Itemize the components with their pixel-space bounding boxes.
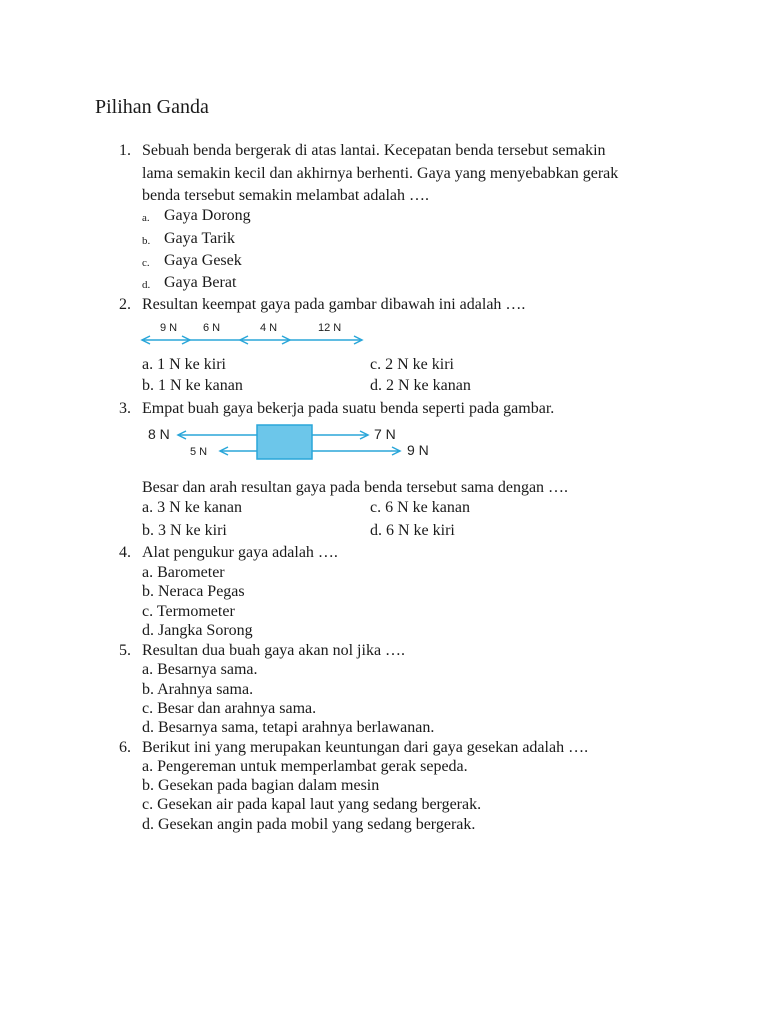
q2-option-d[interactable]: d. 2 N ke kanan [370, 377, 471, 394]
q4-option-d[interactable]: d. Jangka Sorong [142, 622, 253, 639]
object-box [257, 425, 312, 459]
q1-option-d[interactable]: Gaya Berat [164, 274, 237, 291]
question-1-line-3: benda tersebut semakin melambat adalah …. [142, 187, 430, 204]
question-6-text: Berikut ini yang merupakan keuntungan dari gaya gesekan adalah …. [142, 739, 589, 756]
q3-force-label-9n: 9 N [407, 442, 429, 458]
question-1-number: 1. [119, 142, 131, 159]
q3-force-label-8n: 8 N [148, 426, 170, 442]
q2-force-label-1: 9 N [160, 322, 178, 334]
question-3-prompt: Besar dan arah resultan gaya pada benda tersebut sama dengan …. [142, 479, 569, 496]
q4-option-a[interactable]: a. Barometer [142, 564, 225, 581]
q5-option-b[interactable]: b. Arahnya sama. [142, 681, 254, 698]
q2-force-label-3: 4 N [260, 322, 278, 334]
q4-option-c[interactable]: c. Termometer [142, 603, 235, 620]
q3-option-d[interactable]: d. 6 N ke kiri [370, 522, 455, 539]
question-5-number: 5. [119, 642, 131, 659]
page-title: Pilihan Ganda [95, 96, 209, 118]
q6-option-d[interactable]: d. Gesekan angin pada mobil yang sedang bergerak. [142, 816, 476, 833]
question-3-number: 3. [119, 400, 131, 417]
q3-option-a[interactable]: a. 3 N ke kanan [142, 499, 242, 516]
q3-force-label-7n: 7 N [374, 426, 396, 442]
question-1-line-2: lama semakin kecil dan akhirnya berhenti. Gaya yang menyebabkan gerak [142, 165, 619, 182]
q1-option-c-letter: c. [142, 257, 150, 269]
q3-option-b[interactable]: b. 3 N ke kiri [142, 522, 227, 539]
question-1-line-1: Sebuah benda bergerak di atas lantai. Kecepatan benda tersebut semakin [142, 142, 606, 159]
q6-option-a[interactable]: a. Pengereman untuk memperlambat gerak sepeda. [142, 758, 468, 775]
q5-option-d[interactable]: d. Besarnya sama, tetapi arahnya berlawanan. [142, 719, 435, 736]
question-3-text: Empat buah gaya bekerja pada suatu benda seperti pada gambar. [142, 400, 555, 417]
q4-option-b[interactable]: b. Neraca Pegas [142, 583, 245, 600]
q3-force-label-5n: 5 N [190, 446, 208, 458]
q5-option-a[interactable]: a. Besarnya sama. [142, 661, 258, 678]
q2-force-label-4: 12 N [318, 322, 342, 334]
question-2-text: Resultan keempat gaya pada gambar dibawah ini adalah …. [142, 296, 526, 313]
q2-option-b[interactable]: b. 1 N ke kanan [142, 377, 243, 394]
q5-option-c[interactable]: c. Besar dan arahnya sama. [142, 700, 317, 717]
q6-option-c[interactable]: c. Gesekan air pada kapal laut yang sedang bergerak. [142, 796, 482, 813]
q3-option-c[interactable]: c. 6 N ke kanan [370, 499, 470, 516]
q1-option-a[interactable]: Gaya Dorong [164, 207, 251, 224]
question-4-number: 4. [119, 544, 131, 561]
q2-force-label-2: 6 N [203, 322, 221, 334]
q6-option-b[interactable]: b. Gesekan pada bagian dalam mesin [142, 777, 380, 794]
question-5-text: Resultan dua buah gaya akan nol jika …. [142, 642, 406, 659]
q1-option-b-letter: b. [142, 235, 151, 247]
q2-option-c[interactable]: c. 2 N ke kiri [370, 356, 454, 373]
q1-option-b[interactable]: Gaya Tarik [164, 230, 235, 247]
q1-option-a-letter: a. [142, 212, 150, 224]
q1-option-c[interactable]: Gaya Gesek [164, 252, 242, 269]
question-6-number: 6. [119, 739, 131, 756]
q2-option-a[interactable]: a. 1 N ke kiri [142, 356, 226, 373]
q1-option-d-letter: d. [142, 279, 151, 291]
question-4-text: Alat pengukur gaya adalah …. [142, 544, 338, 561]
question-2-number: 2. [119, 296, 131, 313]
